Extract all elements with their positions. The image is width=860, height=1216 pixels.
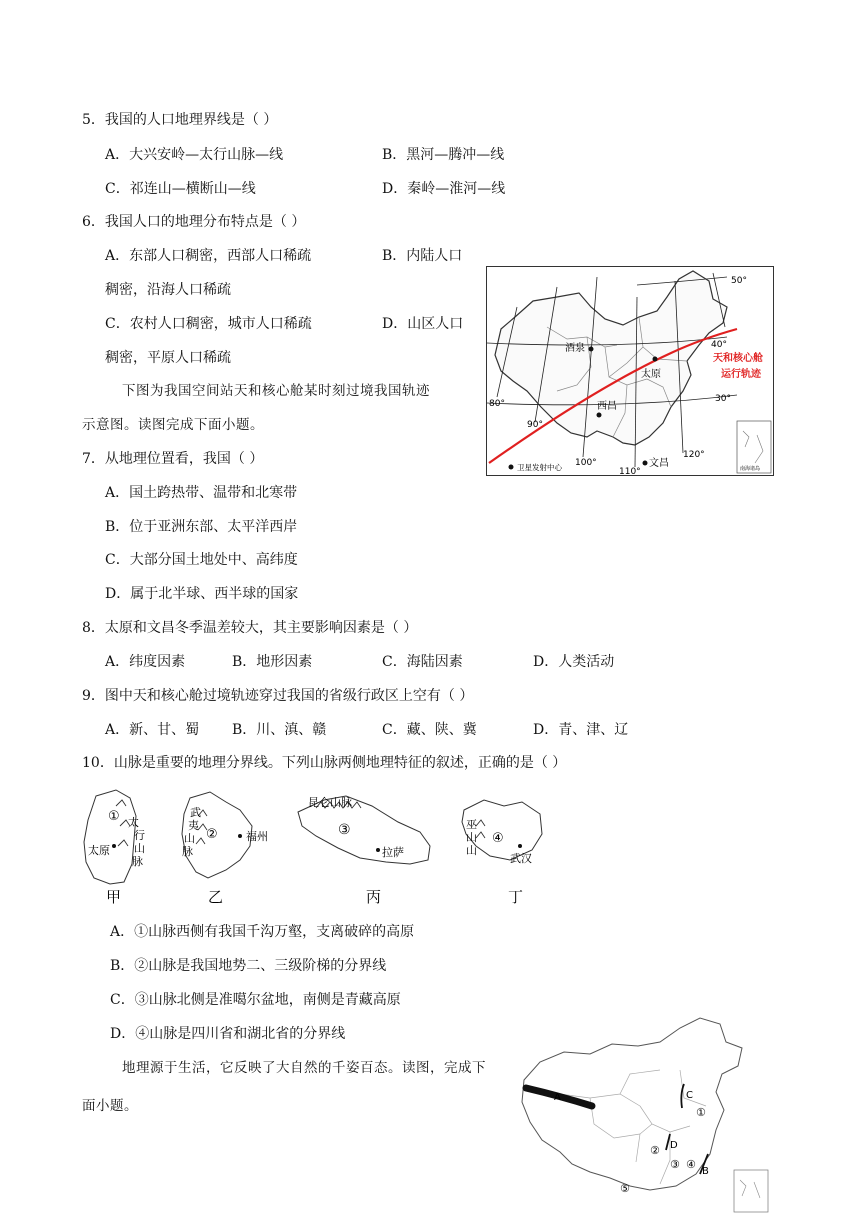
q5-option-c[interactable]: C．祁连山—横断山—线 bbox=[105, 181, 256, 197]
ding-caption: 丁 bbox=[508, 888, 524, 906]
q9-stem: 9．图中天和核心舱过境轨迹穿过我国的省级行政区上空有（ ） bbox=[82, 688, 474, 704]
q9-option-b[interactable]: B．川、滇、赣 bbox=[232, 722, 327, 738]
china-map-inset bbox=[734, 1170, 768, 1212]
q8-stem: 8．太原和文昌冬季温差较大，其主要影响因素是（ ） bbox=[82, 620, 418, 636]
q6-option-c[interactable]: C．农村人口稠密，城市人口稀疏 bbox=[105, 316, 312, 332]
province-maps-figure bbox=[80, 786, 550, 908]
q6-option-a[interactable]: A．东部人口稠密，西部人口稀疏 bbox=[105, 248, 312, 264]
intro1-line2: 示意图。读图完成下面小题。 bbox=[82, 417, 264, 433]
orbit-map bbox=[486, 266, 774, 476]
q10-option-b[interactable]: B．②山脉是我国地势二、三级阶梯的分界线 bbox=[110, 958, 387, 974]
jiuquan-dot bbox=[589, 347, 594, 352]
yi-city: 福州 bbox=[246, 830, 268, 843]
q10-option-a[interactable]: A．①山脉西侧有我国千沟万壑，支离破碎的高原 bbox=[110, 924, 415, 940]
china-mark-3: ③ bbox=[670, 1158, 680, 1171]
orbit-label-line2: 运行轨迹 bbox=[721, 369, 761, 380]
q5-option-b[interactable]: B．黑河—腾冲—线 bbox=[382, 147, 505, 163]
tick-lon90: 90° bbox=[527, 420, 543, 430]
ding-city: 武汉 bbox=[510, 852, 532, 865]
xichang-label: 西昌 bbox=[597, 401, 617, 412]
jia-mountain-4: 脉 bbox=[132, 855, 143, 868]
q9-option-d[interactable]: D．青、津、辽 bbox=[533, 722, 629, 738]
q5-stem: 5．我国的人口地理界线是（ ） bbox=[82, 112, 278, 128]
taiyuan-dot bbox=[653, 357, 658, 362]
china-label-a: A bbox=[554, 1092, 561, 1103]
intro1-line1: 下图为我国空间站天和核心舱某时刻过境我国轨迹 bbox=[122, 383, 430, 399]
china-mark-4: ④ bbox=[686, 1158, 696, 1171]
yi-mountain-4: 脉 bbox=[182, 845, 193, 858]
xichang-dot bbox=[597, 413, 602, 418]
tick-lat30: 30° bbox=[715, 394, 731, 404]
jia-mountain-2: 行 bbox=[134, 829, 145, 842]
taiyuan-label: 太原 bbox=[641, 369, 661, 380]
yi-mark: ② bbox=[206, 827, 218, 842]
jia-city: 太原 bbox=[88, 844, 110, 857]
intro2-line1: 地理源于生活，它反映了大自然的千姿百态。读图，完成下 bbox=[122, 1060, 486, 1076]
china-outline bbox=[495, 271, 727, 445]
q8-option-b[interactable]: B．地形因素 bbox=[232, 654, 313, 670]
intro2-line2: 面小题。 bbox=[82, 1098, 138, 1114]
yi-mountain-2: 夷 bbox=[188, 819, 199, 832]
ding-mark: ④ bbox=[492, 831, 504, 846]
tick-lon110: 110° bbox=[619, 467, 641, 475]
q8-option-c[interactable]: C．海陆因素 bbox=[382, 654, 463, 670]
legend-dot bbox=[509, 465, 514, 470]
tick-lon100: 100° bbox=[575, 458, 597, 468]
q9-option-a[interactable]: A．新、甘、蜀 bbox=[105, 722, 200, 738]
china-map-outline bbox=[522, 1018, 742, 1190]
china-label-b: B bbox=[702, 1166, 709, 1177]
bing-mark: ③ bbox=[338, 822, 351, 838]
tick-lon120: 120° bbox=[683, 450, 705, 460]
ding-mountain-2: 山 bbox=[466, 831, 477, 844]
q10-option-c[interactable]: C．③山脉北侧是准噶尔盆地，南侧是青藏高原 bbox=[110, 992, 401, 1008]
yi-mountain-3: 山 bbox=[184, 832, 195, 845]
q7-stem: 7．从地理位置看，我国（ ） bbox=[82, 451, 264, 467]
q6-option-d[interactable]: D．山区人口 bbox=[382, 316, 464, 332]
china-mark-1: ① bbox=[696, 1106, 706, 1119]
q5-option-d[interactable]: D．秦岭—淮河—线 bbox=[382, 181, 506, 197]
q5-option-a[interactable]: A．大兴安岭—太行山脉—线 bbox=[105, 147, 284, 163]
q7-option-d[interactable]: D．属于北半球、西半球的国家 bbox=[105, 586, 299, 602]
jia-caption: 甲 bbox=[106, 888, 122, 906]
inset-label: 南海诸岛 bbox=[740, 466, 761, 472]
china-mark-5: ⑤ bbox=[620, 1182, 630, 1195]
tick-lat50: 50° bbox=[731, 276, 747, 286]
q6-option-d-cont: 稠密，平原人口稀疏 bbox=[105, 350, 231, 366]
china-map-figure bbox=[520, 1014, 770, 1214]
q7-option-b[interactable]: B．位于亚洲东部、太平洋西岸 bbox=[105, 519, 298, 535]
q7-option-a[interactable]: A．国土跨热带、温带和北寒带 bbox=[105, 485, 298, 501]
q7-option-c[interactable]: C．大部分国土地处中、高纬度 bbox=[105, 552, 298, 568]
yi-mountain-1: 武 bbox=[190, 806, 201, 819]
q9-option-c[interactable]: C．藏、陕、冀 bbox=[382, 722, 477, 738]
jiuquan-label: 酒泉 bbox=[565, 343, 585, 354]
q8-option-d[interactable]: D．人类活动 bbox=[533, 654, 615, 670]
tick-lon80: 80° bbox=[489, 399, 505, 409]
tick-lat40: 40° bbox=[711, 340, 727, 350]
bing-city: 拉萨 bbox=[382, 846, 404, 859]
q8-option-a[interactable]: A．纬度因素 bbox=[105, 654, 186, 670]
q6-stem: 6．我国人口的地理分布特点是（ ） bbox=[82, 214, 306, 230]
bing-caption: 丙 bbox=[366, 888, 382, 906]
bing-mountain: 昆仑山脉 bbox=[308, 796, 352, 809]
jia-mountain-3: 山 bbox=[134, 842, 145, 855]
jia-mountain-1: 太 bbox=[128, 816, 139, 829]
china-label-c: C bbox=[686, 1090, 693, 1101]
wenchang-dot bbox=[643, 461, 648, 466]
china-mark-2: ② bbox=[650, 1144, 660, 1157]
yi-caption: 乙 bbox=[208, 888, 224, 906]
orbit-map-figure bbox=[487, 267, 773, 475]
china-label-d: D bbox=[670, 1140, 678, 1151]
orbit-label-line1: 天和核心舱 bbox=[713, 353, 763, 364]
q6-option-b[interactable]: B．内陆人口 bbox=[382, 248, 463, 264]
legend-label: 卫星发射中心 bbox=[517, 463, 562, 472]
q10-stem: 10．山脉是重要的地理分界线。下列山脉两侧地理特征的叙述，正确的是（ ） bbox=[82, 755, 567, 771]
ding-mountain-3: 山 bbox=[466, 844, 477, 857]
q10-option-d[interactable]: D．④山脉是四川省和湖北省的分界线 bbox=[110, 1026, 346, 1042]
wenchang-label: 文昌 bbox=[649, 458, 669, 469]
shanxi-outline bbox=[84, 790, 136, 884]
ding-mountain-1: 巫 bbox=[466, 818, 477, 831]
jia-mark: ① bbox=[108, 809, 120, 824]
q6-option-b-cont: 稠密，沿海人口稀疏 bbox=[105, 282, 231, 298]
